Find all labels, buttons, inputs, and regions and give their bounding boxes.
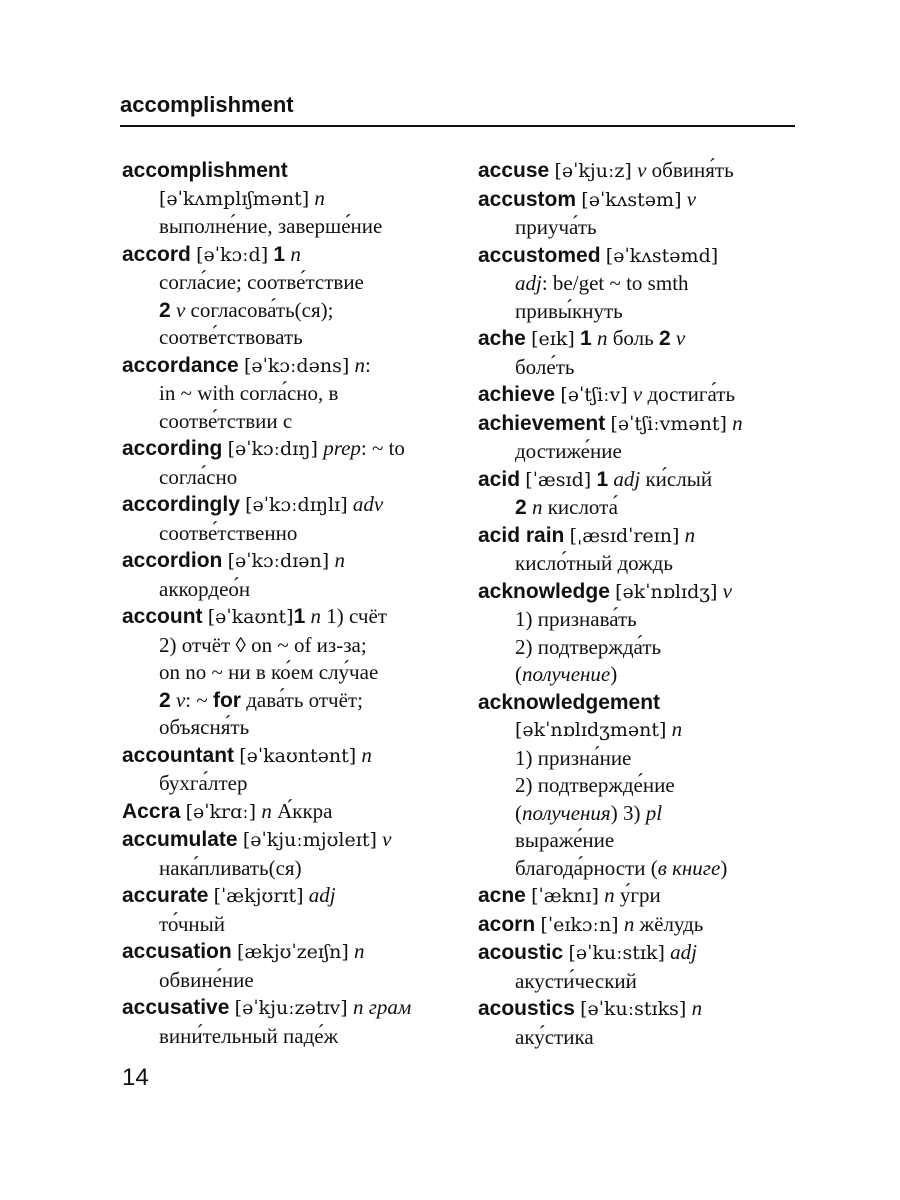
definition-text: 2) подтвержда́ть — [515, 634, 662, 659]
entry-continuation-line — [478, 745, 798, 773]
headword: accumulate — [122, 828, 238, 851]
entry-continuation-line — [122, 967, 467, 995]
pronunciation: [əˈkjuːzətɪv] — [234, 997, 348, 1019]
entry-continuation-line — [478, 968, 798, 996]
sense-number: 2 — [159, 688, 171, 712]
entry-continuation-line — [122, 770, 467, 798]
dictionary-entry — [122, 435, 467, 491]
entry-continuation-line — [478, 661, 798, 689]
definition-text: ) — [720, 855, 728, 880]
definition-text: жёлудь — [634, 911, 704, 936]
grammar-label: n — [691, 996, 703, 1020]
entry-continuation-line — [122, 659, 467, 687]
dictionary-entry — [122, 742, 467, 798]
pronunciation: [əˈkɔːdɪŋ] — [227, 438, 318, 460]
pronunciation: [əˈtʃiːvmənt] — [610, 412, 727, 435]
dictionary-entry — [478, 186, 798, 242]
entry-first-line — [478, 578, 798, 607]
entry-first-line — [122, 352, 467, 381]
pronunciation: [əˈkjuːz] — [554, 160, 632, 182]
pronunciation: [əˈkʌstəm] — [581, 188, 682, 211]
definition-text: вини́тельный паде́ж — [159, 1023, 339, 1048]
definition-text: А́ккра — [271, 798, 333, 823]
definition-text: ( — [515, 662, 522, 686]
pronunciation: [əˈkrɑː] — [185, 800, 257, 823]
definition-text: ) — [610, 662, 618, 686]
headword: accurate — [122, 884, 209, 907]
entry-continuation-line — [478, 354, 798, 382]
entry-continuation-line — [122, 464, 467, 492]
entry-first-line — [478, 325, 798, 354]
dictionary-entry — [478, 242, 798, 326]
headword: accustom — [478, 187, 577, 211]
entry-first-line — [122, 603, 467, 632]
grammar-label: adj — [308, 883, 336, 907]
grammar-label: v — [632, 382, 643, 406]
entry-continuation-line — [122, 855, 467, 883]
entry-continuation-line — [122, 324, 467, 352]
entry-first-line — [122, 882, 467, 911]
headword: acoustic — [478, 941, 564, 964]
pronunciation: [ˈeɪkɔːn] — [540, 913, 619, 936]
dictionary-entry — [122, 352, 467, 436]
sense-number: 1 — [293, 605, 306, 628]
definition-text: : be/get ~ to smth — [541, 271, 689, 295]
grammar-label: n — [314, 185, 325, 210]
headword: accuse — [478, 159, 550, 182]
grammar-label: v — [175, 687, 186, 712]
grammar-label: n — [310, 604, 321, 628]
headword: acne — [478, 884, 526, 907]
header-rule — [120, 125, 795, 127]
grammar-label: n — [596, 326, 608, 350]
headword: accustomed — [478, 243, 601, 267]
pronunciation: [ækjʊˈzeɪʃn] — [236, 941, 349, 963]
pronunciation: [əˈkjuːmjʊleɪt] — [242, 829, 377, 851]
sense-number: 2 — [159, 298, 171, 322]
entry-continuation-line — [122, 687, 467, 715]
grammar-label: v — [637, 158, 647, 182]
headword: accord — [122, 242, 191, 266]
definition-text: приуча́ть — [515, 215, 597, 239]
definition-text: соотве́тствии с — [159, 408, 293, 433]
entry-continuation-line — [478, 716, 798, 745]
entry-first-line — [478, 689, 798, 717]
definition-text: : ~ — [185, 687, 213, 712]
definition-text: согла́сно — [159, 464, 238, 489]
dictionary-entry — [122, 798, 467, 827]
entry-continuation-line — [478, 855, 798, 883]
pronunciation: [əˈkuːstɪk] — [568, 942, 665, 964]
pronunciation: [əkˈnɒlɪdʒmənt] — [515, 719, 667, 741]
grammar-label: n — [531, 495, 543, 519]
grammar-label: v — [175, 297, 186, 322]
entry-continuation-line — [122, 380, 467, 408]
headword: accomplishment — [122, 159, 288, 182]
grammar-label: n — [361, 742, 372, 767]
pronunciation: [əˈkʌstəmd] — [605, 244, 719, 267]
pronunciation: [ˈæknɪ] — [531, 885, 599, 907]
grammar-label: n — [604, 883, 615, 907]
entry-continuation-line — [122, 1023, 467, 1051]
entry-continuation-line — [478, 438, 798, 466]
entry-continuation-line — [478, 550, 798, 578]
entry-continuation-line — [478, 270, 798, 298]
definition-text: 1) счёт — [321, 604, 387, 628]
definition-text: кислота́ — [542, 495, 618, 519]
entry-first-line — [122, 798, 467, 827]
definition-text: : ~ to — [360, 436, 405, 460]
definition-text: благода́рности ( — [515, 855, 658, 880]
dictionary-entry — [122, 603, 467, 742]
entry-first-line — [122, 435, 467, 464]
grammar-label: n — [623, 911, 635, 936]
entry-continuation-line — [478, 214, 798, 242]
definition-text: : — [364, 352, 371, 377]
definition-text: соотве́тствовать — [159, 325, 303, 349]
entry-first-line — [122, 241, 467, 270]
definition-text: аккордео́н — [159, 576, 251, 601]
dictionary-entry — [478, 939, 798, 995]
entry-first-line — [478, 882, 798, 911]
definition-text: боле́ть — [515, 354, 575, 379]
definition-text: кисло́тный дождь — [515, 551, 673, 575]
grammar-label: n — [290, 241, 301, 266]
grammar-label: adj — [613, 466, 641, 491]
entry-continuation-line — [122, 213, 467, 241]
headword: acorn — [478, 912, 536, 936]
entry-continuation-line — [122, 576, 467, 604]
pronunciation: [ˌæsɪdˈreɪn] — [569, 524, 680, 547]
entry-first-line — [478, 410, 798, 439]
headword: Accra — [122, 799, 181, 823]
entry-first-line — [122, 994, 467, 1023]
pronunciation: [əˈkaʊnt] — [207, 606, 294, 628]
entry-first-line — [122, 157, 467, 185]
grammar-label: n — [334, 548, 345, 572]
definition-text: выполне́ние, заверше́ние — [159, 214, 383, 238]
grammar-label: prep — [323, 436, 361, 460]
page-number: 14 — [122, 1064, 149, 1091]
headword: acknowledgement — [478, 690, 661, 714]
dictionary-entry — [478, 689, 798, 883]
headword: acid rain — [478, 523, 565, 547]
grammar-label: n — [354, 939, 365, 963]
dictionary-entry — [478, 325, 798, 381]
definition-text: 2) отчёт ◊ on ~ of из-за; — [159, 632, 367, 657]
pronunciation: [əˈtʃiːv] — [560, 384, 628, 406]
definition-text: обвиня́ть — [646, 158, 734, 182]
grammar-label: adj — [515, 271, 542, 295]
definition-text: согла́сие; соотве́тствие — [159, 270, 364, 294]
pronunciation: [eɪk] — [531, 328, 575, 350]
dictionary-entry — [478, 410, 798, 466]
headword: account — [122, 605, 203, 628]
headword: accusative — [122, 996, 230, 1019]
definition-text: in ~ with согла́сно, в — [159, 381, 339, 405]
definition-text: акусти́ческий — [515, 968, 637, 993]
definition-text: on no ~ ни в ко́ем слу́чае — [159, 660, 379, 684]
grammar-label: v — [686, 186, 697, 211]
sense-number: 2 — [515, 496, 527, 519]
dictionary-entry — [122, 491, 467, 547]
grammar-label: n — [671, 717, 683, 741]
definition-text: ( — [515, 800, 522, 825]
definition-text: у́гри — [614, 883, 661, 907]
entry-continuation-line — [478, 606, 798, 634]
definition-text: достиже́ние — [515, 439, 622, 463]
dictionary-entry — [478, 995, 798, 1051]
definition-text: нака́пливать(ся) — [159, 855, 302, 880]
pronunciation: [əˈkaʊntənt] — [239, 744, 357, 767]
grammar-label: получение — [522, 662, 611, 686]
grammar-label: adv — [352, 492, 384, 516]
pronunciation: [əˈkɔːdɪən] — [227, 550, 330, 572]
definition-text: объясня́ть — [159, 715, 250, 739]
entry-continuation-line — [478, 827, 798, 855]
entry-continuation-line — [478, 634, 798, 662]
headword: achievement — [478, 411, 606, 435]
headword: accordingly — [122, 493, 240, 516]
definition-text: 1) признава́ть — [515, 607, 637, 631]
dictionary-entry — [122, 938, 467, 994]
dictionary-entry — [478, 157, 798, 186]
grammar-label: получения — [522, 800, 611, 825]
sense-number: for — [212, 688, 241, 712]
entry-continuation-line — [478, 298, 798, 326]
entry-first-line — [122, 547, 467, 576]
entry-first-line — [478, 242, 798, 271]
entry-first-line — [478, 186, 798, 215]
grammar-label: adj — [670, 940, 697, 964]
pronunciation: [əˈkɔːd] — [196, 243, 269, 266]
sense-number: 1 — [273, 242, 286, 266]
dictionary-entry — [478, 466, 798, 522]
grammar-label: n — [261, 798, 272, 823]
headword: acknowledge — [478, 579, 610, 603]
running-header: accomplishment — [120, 92, 294, 117]
definition-text: дава́ть отчёт; — [240, 687, 363, 712]
dictionary-entry — [478, 578, 798, 689]
entry-first-line — [122, 826, 467, 855]
entry-continuation-line — [122, 714, 467, 742]
headword: achieve — [478, 383, 556, 406]
definition-text: ) 3) — [610, 800, 646, 825]
definition-text: боль — [607, 326, 659, 350]
entry-continuation-line — [122, 269, 467, 297]
dictionary-entry — [478, 522, 798, 578]
definition-text: достига́ть — [642, 382, 736, 406]
entry-continuation-line — [478, 1024, 798, 1052]
entry-first-line — [122, 491, 467, 520]
pronunciation: [əˈkuːstɪks] — [580, 998, 687, 1020]
entry-first-line — [478, 911, 798, 940]
sense-number: 1 — [596, 467, 609, 491]
grammar-label: v — [675, 326, 686, 350]
entry-continuation-line — [478, 494, 798, 522]
entry-continuation-line — [122, 408, 467, 436]
definition-text: ки́слый — [640, 466, 713, 491]
pronunciation: [əˈkʌmplɪʃmənt] — [159, 187, 310, 210]
entry-continuation-line — [478, 800, 798, 828]
dictionary-entry — [478, 381, 798, 410]
grammar-label: n — [354, 352, 365, 377]
definition-text: 2) подтвержде́ние — [515, 773, 675, 797]
dictionary-entry — [122, 241, 467, 352]
dictionary-entry — [122, 882, 467, 938]
entry-first-line — [122, 742, 467, 771]
grammar-label: v — [382, 827, 392, 851]
pronunciation: [ˈæsɪd] — [525, 468, 592, 491]
definition-text: согласова́ть(ся); — [185, 297, 334, 322]
entry-first-line — [478, 522, 798, 551]
pronunciation: [əkˈnɒlɪdʒ] — [615, 580, 718, 603]
entry-first-line — [478, 157, 798, 186]
definition-text: бухга́лтер — [159, 771, 248, 795]
dictionary-entry — [122, 826, 467, 882]
entry-continuation-line — [122, 185, 467, 214]
left-column — [122, 157, 467, 1050]
grammar-label: n грам — [352, 995, 412, 1019]
grammar-label: pl — [645, 800, 663, 825]
grammar-label: n — [732, 410, 743, 435]
definition-text: обвине́ние — [159, 967, 254, 992]
entry-first-line — [122, 938, 467, 967]
pronunciation: [əˈkɔːdɪŋlɪ] — [245, 494, 348, 516]
entry-first-line — [478, 995, 798, 1024]
headword: acid — [478, 467, 521, 491]
pronunciation: [ˈækjʊrɪt] — [213, 885, 304, 907]
entry-first-line — [478, 381, 798, 410]
entry-first-line — [478, 939, 798, 968]
headword: accountant — [122, 743, 235, 767]
headword: according — [122, 437, 223, 460]
entry-continuation-line — [122, 520, 467, 548]
definition-text: 1) призна́ние — [515, 745, 632, 770]
sense-number: 1 — [580, 327, 592, 350]
entry-continuation-line — [122, 632, 467, 660]
grammar-label: v — [722, 578, 732, 603]
right-column — [478, 157, 798, 1051]
entry-continuation-line — [478, 772, 798, 800]
dictionary-entry — [478, 911, 798, 940]
entry-continuation-line — [122, 297, 467, 325]
sense-number: 2 — [658, 327, 671, 350]
definition-text: выраже́ние — [515, 828, 615, 852]
dictionary-entry — [122, 547, 467, 603]
entry-continuation-line — [122, 911, 467, 939]
definition-text: привы́кнуть — [515, 298, 623, 323]
dictionary-entry — [122, 994, 467, 1050]
grammar-label: n — [684, 522, 696, 547]
pronunciation: [əˈkɔːdəns] — [243, 354, 350, 377]
headword: accordion — [122, 549, 223, 572]
definition-text: соотве́тственно — [159, 520, 298, 545]
headword: acoustics — [478, 997, 575, 1020]
headword: accusation — [122, 940, 232, 963]
definition-text: аку́стика — [515, 1024, 594, 1049]
dictionary-entry — [122, 157, 467, 241]
grammar-label: в книге — [657, 855, 721, 880]
entry-first-line — [478, 466, 798, 495]
dictionary-entry — [478, 882, 798, 911]
headword: accordance — [122, 353, 239, 377]
definition-text: то́чный — [159, 911, 226, 936]
headword: ache — [478, 327, 526, 350]
